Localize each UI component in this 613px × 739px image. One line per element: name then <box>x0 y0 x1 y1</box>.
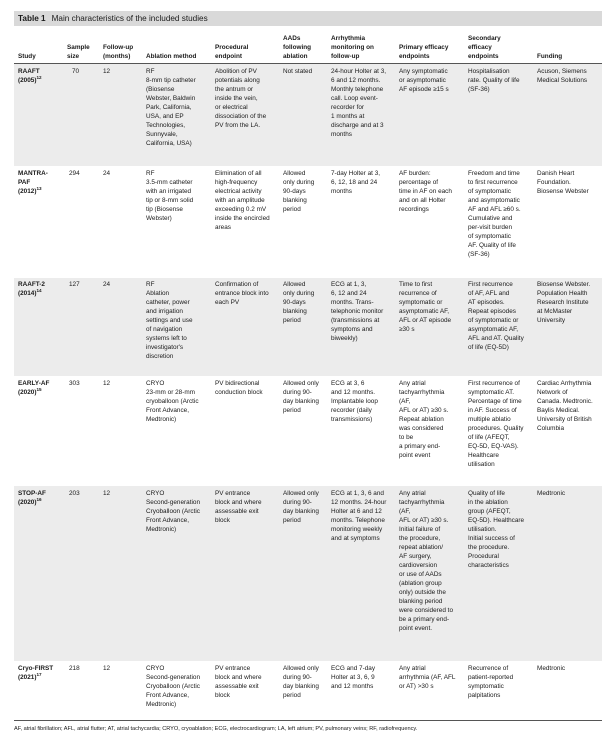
follow-up-cell: 12 <box>103 68 111 75</box>
arrhythmia-monitoring-cell: ECG at 1, 3, 6 and 12 months. 24-hour Holter at 6 and 12 months. Telephone monitoring weekly and at symptoms <box>331 490 387 542</box>
procedural-endpoint-cell: Abolition of PV potentials along the antrum or inside the vein, or electrical dissociation of the PV from the LA. <box>215 68 267 129</box>
secondary-endpoint-cell: First recurrence of AF, AFL and AT episodes. Repeat episodes of symptomatic or asymptomatic AF, AFL and AT. Quality of life (EQ-5D) <box>468 281 524 351</box>
primary-endpoint-cell: AF burden: percentage of time in AF on each and on all Holter recordings <box>399 170 452 213</box>
study-cell <box>18 67 64 85</box>
header-sample-size: Sample size <box>67 44 90 60</box>
sample-size-cell: 127 <box>69 281 80 288</box>
procedural-endpoint-cell: Elimination of all high-frequency electrical activity with an amplitude exceeding 0.2 mV inside the encircled areas <box>215 170 270 231</box>
secondary-endpoint-cell: Hospitalisation rate. Quality of life (SF-36) <box>468 68 520 93</box>
header-follow-up: Follow-up (months) <box>103 44 134 60</box>
table-bottom-divider <box>14 720 602 721</box>
follow-up-cell: 12 <box>103 490 111 497</box>
study-cell <box>18 280 64 298</box>
table-footnote: AF, atrial fibrillation; AFL, atrial flutter; AT, atrial tachycardia; CRYO, cryoablation; ECG, electrocardiogram; LA, left atrium; PV, pulmonary veins; RF, radiofrequency. <box>14 726 418 732</box>
primary-endpoint-cell: Any atrial arrhythmia (AF, AFL or AT) >30 s <box>399 665 456 690</box>
study-name: STOP-AF (2020) <box>18 490 46 506</box>
funding-cell: Medtronic <box>537 490 566 497</box>
study-name: Cryo-FIRST (2021) <box>18 665 54 681</box>
secondary-endpoint-cell: Freedom and time to first recurrence of symptomatic and asymptomatic AF and AFL ≥60 s. Cumulative and per-visit burden of symptomatic AF. Quality of life (SF-36) <box>468 170 521 258</box>
secondary-endpoint-cell: Quality of life in the ablation group (AFEQT, EQ-5D). Healthcare utilisation. Initial success of the procedure. Procedural characteristics <box>468 490 525 569</box>
table-number: Table 1 <box>18 14 46 23</box>
header-study: Study <box>18 53 36 60</box>
study-cell <box>18 489 64 507</box>
study-reference: 14 <box>36 287 42 293</box>
table-title: Main characteristics of the included studies <box>51 14 208 23</box>
ablation-method-cell: CRYO Second-generation Cryoballoon (Arctic Front Advance, Medtronic) <box>146 490 201 533</box>
secondary-endpoint-cell: Recurrence of patient-reported symptomatic palpitations <box>468 665 514 699</box>
arrhythmia-monitoring-cell: ECG at 3, 6 and 12 months. Implantable loop recorder (daily transmissions) <box>331 380 378 423</box>
header-procedural-endpoint: Procedural endpoint <box>215 44 249 60</box>
aads-cell: Allowed only during 90- day blanking period <box>283 380 319 414</box>
follow-up-cell: 12 <box>103 380 111 387</box>
funding-cell: Cardiac Arrhythmia Network of Canada. Medtronic. Baylis Medical. University of British Columbia <box>537 380 593 432</box>
ablation-method-cell: CRYO 23-mm or 28-mm cryoballoon (Arctic Front Advance, Medtronic) <box>146 380 199 423</box>
arrhythmia-monitoring-cell: ECG at 1, 3, 6, 12 and 24 months. Trans- telephonic monitor (transmissions at symptoms and biweekly) <box>331 281 384 342</box>
ablation-method-cell: RF 8-mm tip catheter (Biosense Webster, Baldwin Park, California, USA, and EP Technologies, Sunnyvale, California, USA) <box>146 68 196 147</box>
sample-size-cell: 303 <box>69 380 80 387</box>
ablation-method-cell: RF Ablation catheter, power and irrigation settings and use of navigation systems left to investigator's discretion <box>146 281 193 360</box>
procedural-endpoint-cell: Confirmation of entrance block into each PV <box>215 281 269 306</box>
aads-cell: Allowed only during 90-days blanking period <box>283 281 315 324</box>
arrhythmia-monitoring-cell: ECG and 7-day Holter at 3, 6, 9 and 12 months <box>331 665 376 690</box>
ablation-method-cell: RF 3.5-mm catheter with an irrigated tip or 8-mm solid tip (Biosense Webster) <box>146 170 194 222</box>
sample-size-cell: 218 <box>69 665 80 672</box>
procedural-endpoint-cell: PV entrance block and where assessable exit block <box>215 665 262 699</box>
header-funding: Funding <box>537 53 563 60</box>
study-reference: 12 <box>36 74 42 80</box>
secondary-endpoint-cell: First recurrence of symptomatic AT. Percentage of time in AF. Success of multiple ablatio procedures. Quality of life (AFEQT, EQ-5D, EQ-VAS). Healthcare utilisation <box>468 380 524 468</box>
aads-cell: Allowed only during 90- day blanking period <box>283 490 319 524</box>
ablation-method-cell: CRYO Second-generation Cryoballoon (Arctic Front Advance, Medtronic) <box>146 665 201 708</box>
follow-up-cell: 24 <box>103 281 111 288</box>
study-name: RAAFT-2 (2014) <box>18 281 45 297</box>
primary-endpoint-cell: Time to first recurrence of symptomatic or asymptomatic AF, AFL or AT episode ≥30 s <box>399 281 452 333</box>
study-reference: 15 <box>36 386 42 392</box>
sample-size-cell: 294 <box>69 170 80 177</box>
aads-cell: Allowed only during 90-days blanking period <box>283 170 315 213</box>
follow-up-cell: 24 <box>103 170 111 177</box>
sample-size-cell: 203 <box>69 490 80 497</box>
arrhythmia-monitoring-cell: 24-hour Holter at 3, 6 and 12 months. Monthly telephone call. Loop event- recorder for 1 months at discharge and at 3 months <box>331 68 387 138</box>
procedural-endpoint-cell: PV bidirectional conduction block <box>215 380 263 396</box>
procedural-endpoint-cell: PV entrance block and where assessable exit block <box>215 490 262 524</box>
study-reference: 13 <box>36 185 42 191</box>
aads-cell: Not stated <box>283 68 313 75</box>
study-name: MANTRA- PAF (2012) <box>18 170 48 195</box>
study-name: EARLY-AF (2020) <box>18 380 50 396</box>
study-reference: 16 <box>36 496 42 502</box>
primary-endpoint-cell: Any atrial tachyarrhythmia (AF, AFL or AT) ≥30 s. Initial failure of the procedure, repeat ablation/ AF surgery, cardioversion or use of AADs (ablation group only) outside the blanking period were considered to be a primary end- point event. <box>399 490 453 632</box>
table-caption <box>14 11 602 26</box>
funding-cell: Medtronic <box>537 665 566 672</box>
funding-cell: Biosense Webster. Population Health Research Institute at McMaster University <box>537 281 591 324</box>
arrhythmia-monitoring-cell: 7-day Holter at 3, 6, 12, 18 and 24 months <box>331 170 381 195</box>
primary-endpoint-cell: Any atrial tachyarrhythmia (AF, AFL or AT) ≥30 s. Repeat ablation was considered to be a primary end- point event <box>399 380 449 459</box>
study-cell <box>18 664 64 682</box>
study-name: RAAFT (2005) <box>18 68 40 84</box>
primary-endpoint-cell: Any symptomatic or asymptomatic AF episode ≥15 s <box>399 68 449 93</box>
sample-size-cell: 70 <box>72 68 80 75</box>
study-reference: 17 <box>36 671 42 677</box>
header-secondary-endpoints: Secondary efficacy endpoints <box>468 35 501 60</box>
study-cell <box>18 169 64 196</box>
header-arrhythmia-monitoring: Arrhythmia monitoring on follow-up <box>331 35 374 60</box>
header-aads: AADs following ablation <box>283 35 312 60</box>
header-primary-endpoints: Primary efficacy endpoints <box>399 44 449 60</box>
funding-cell: Acuson, Siemens Medical Solutions <box>537 68 588 84</box>
header-ablation-method: Ablation method <box>146 53 197 60</box>
study-cell <box>18 379 64 397</box>
follow-up-cell: 12 <box>103 665 111 672</box>
funding-cell: Danish Heart Foundation. Biosense Webster <box>537 170 589 195</box>
aads-cell: Allowed only during 90- day blanking period <box>283 665 319 699</box>
